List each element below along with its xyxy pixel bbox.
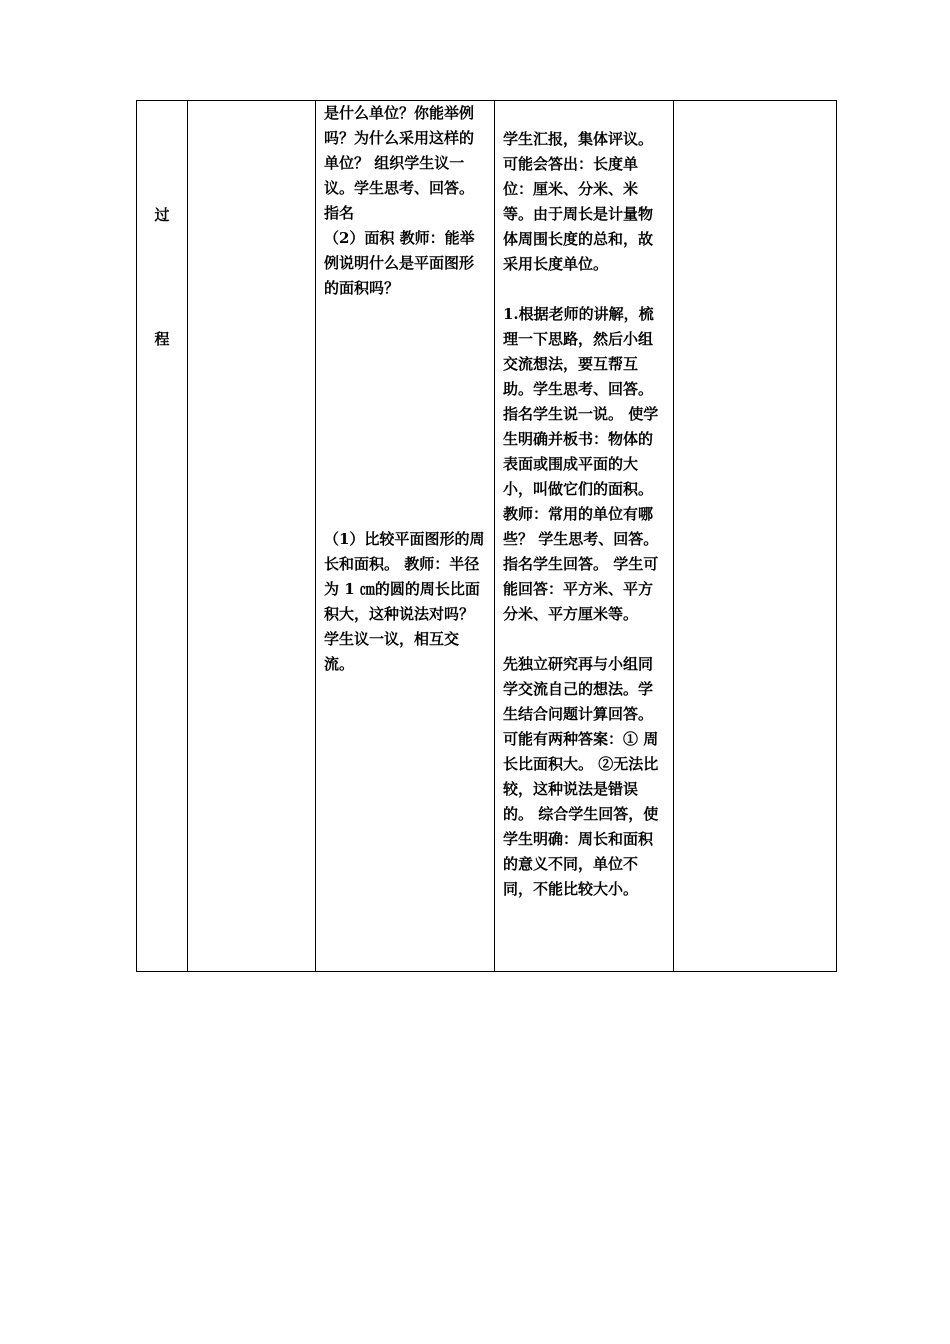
stage-label-cell xyxy=(137,101,188,972)
teacher-activity-text-3: （1）比较平面图形的周长和面积。 教师：半径为 1 ㎝的圆的周长比面积大，这种说法对吗？ 学生议一议，相互交流。 xyxy=(324,530,485,673)
teacher-activity-text-1: 是什么单位？你能举例吗？为什么采用这样的单位？ 组织学生议一议。学生思考、回答。指名 xyxy=(324,104,475,222)
empty-content-cell xyxy=(188,101,316,972)
teacher-activity-text-2: （2）面积 教师：能举例说明什么是平面图形的面积吗？ xyxy=(324,229,475,297)
table-row xyxy=(137,101,837,972)
teacher-activity-cell xyxy=(316,101,495,972)
spacer xyxy=(495,277,673,302)
stage-label-char-1: 过 xyxy=(154,206,170,224)
student-activity-cell xyxy=(495,101,674,972)
lesson-plan-table xyxy=(136,100,837,972)
empty-notes-cell xyxy=(674,101,837,972)
stage-label-char-2: 程 xyxy=(154,330,170,348)
spacer xyxy=(495,627,673,652)
student-activity-text-2: 1.根据老师的讲解，梳理一下思路，然后小组交流想法，要互帮互助。学生思考、回答。 指名学生说一说。 使学生明确并板书：物体的表面或围成平面的大小，叫做它们的面积。教师：常用的单位有哪些？ 学生思考、回答。指名学生回答。 学生可能回答：平方米、平方分米、平方厘米等。 xyxy=(503,305,659,623)
student-activity-text-1: 学生汇报，集体评议。可能会答出：长度单位：厘米、分米、米等。由于周长是计量物体周围长度的总和，故采用长度单位。 xyxy=(503,130,654,273)
student-activity-text-3: 先独立研究再与小组同学交流自己的想法。学生结合问题计算回答。可能有两种答案：① 周长比面积大。 ②无法比较，这种说法是错误的。 综合学生回答，使学生明确：周长和面积的意义不同，单位不同，不能比较大小。 xyxy=(503,655,659,898)
